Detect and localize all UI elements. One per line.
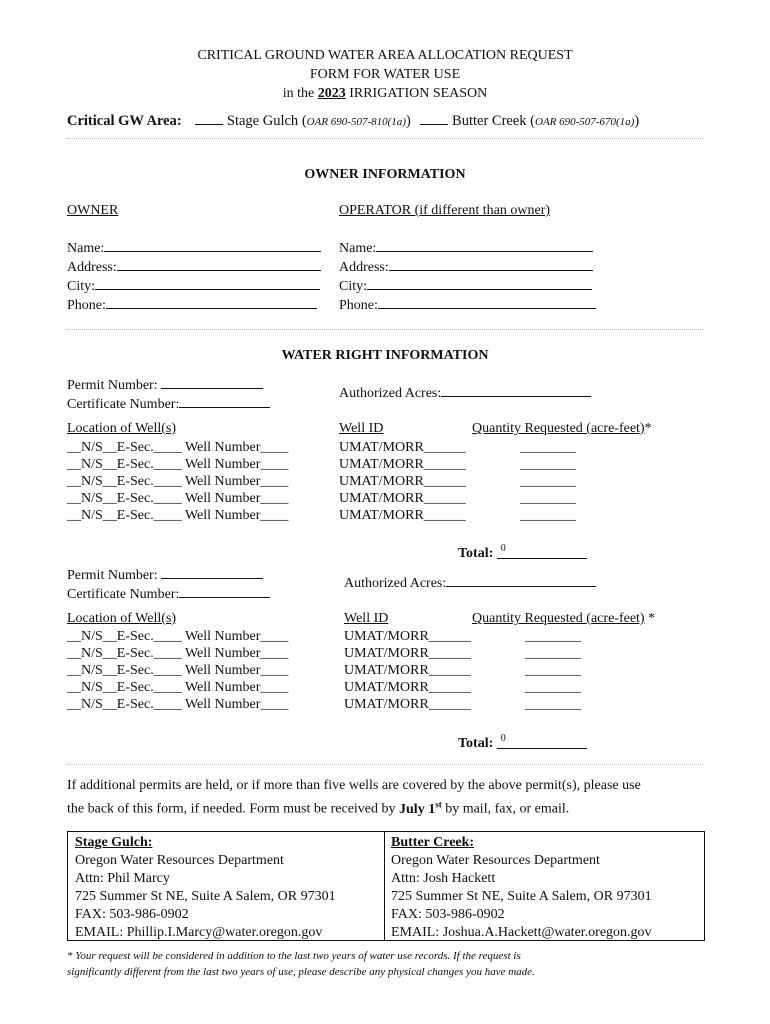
authorized-acres-field[interactable]: Authorized Acres: bbox=[344, 574, 596, 592]
permit-number-field[interactable]: Permit Number: bbox=[67, 566, 270, 585]
quantity-rows bbox=[520, 439, 576, 524]
location-row[interactable]: __N/S__E-Sec.____ Well Number____ bbox=[67, 474, 289, 489]
footnote: * Your request will be considered in addition to the last two years of water use records. If the request is significantly different from the last two years of use, please describe any physical changes you have made. bbox=[67, 950, 535, 978]
well-row[interactable]: UMAT/MORR______ bbox=[339, 440, 466, 455]
operator-phone-field[interactable]: Phone: bbox=[339, 296, 596, 315]
location-label: Location of Well(s) bbox=[67, 611, 177, 626]
location-rows bbox=[67, 439, 288, 524]
owner-info-heading: OWNER INFORMATION bbox=[304, 167, 466, 182]
gw-area-label: Critical GW Area bbox=[67, 113, 177, 129]
operator-name-field[interactable]: Name: bbox=[339, 239, 596, 258]
quantity-row[interactable]: ________ bbox=[525, 629, 581, 644]
well-row[interactable]: UMAT/MORR______ bbox=[339, 491, 466, 506]
form-title-line2: FORM FOR WATER USE bbox=[309, 67, 461, 82]
location-row[interactable]: __N/S__E-Sec.____ Well Number____ bbox=[67, 663, 289, 678]
well-row[interactable]: UMAT/MORR______ bbox=[344, 663, 471, 678]
total-field[interactable]: 0 bbox=[497, 546, 587, 559]
season-suffix: IRRIGATION SEASON bbox=[349, 86, 488, 101]
quantity-row[interactable]: ________ bbox=[525, 646, 581, 661]
quantity-row[interactable]: ________ bbox=[520, 508, 576, 523]
owner-phone-field[interactable]: Phone: bbox=[67, 296, 321, 315]
butter-creek-rule: OAR 690-507-670(1a) bbox=[535, 116, 635, 128]
location-row[interactable]: __N/S__E-Sec.____ Well Number____ bbox=[67, 457, 289, 472]
location-row[interactable]: __N/S__E-Sec.____ Well Number____ bbox=[67, 491, 289, 506]
divider bbox=[67, 138, 703, 139]
permit-block-1 bbox=[67, 376, 270, 414]
well-row[interactable]: UMAT/MORR______ bbox=[344, 646, 471, 661]
water-right-heading: WATER RIGHT INFORMATION bbox=[281, 348, 489, 363]
location-row[interactable]: __N/S__E-Sec.____ Well Number____ bbox=[67, 697, 289, 712]
quantity-row[interactable]: ________ bbox=[525, 663, 581, 678]
operator-label: OPERATOR (if different than owner) bbox=[339, 203, 550, 218]
certificate-number-field[interactable]: Certificate Number: bbox=[67, 585, 270, 604]
quantity-row[interactable]: ________ bbox=[520, 491, 576, 506]
well-rows bbox=[339, 439, 466, 524]
quantity-row[interactable]: ________ bbox=[525, 680, 581, 695]
quantity-label: Quantity Requested (acre-feet)* bbox=[472, 421, 652, 436]
season-prefix: in the bbox=[282, 86, 315, 101]
well-id-label: Well ID bbox=[344, 611, 389, 626]
butter-creek-name: Butter Creek bbox=[452, 113, 527, 129]
quantity-row[interactable]: ________ bbox=[520, 457, 576, 472]
quantity-label: Quantity Requested (acre-feet) * bbox=[472, 611, 656, 626]
owner-fields bbox=[67, 239, 321, 315]
owner-label: OWNER bbox=[67, 203, 119, 218]
operator-fields bbox=[339, 239, 596, 315]
butter-creek-checkbox[interactable] bbox=[420, 112, 448, 125]
butter-creek-contact: Butter Creek: Oregon Water Resources Department Attn: Josh Hackett 725 Summer St NE, Suite A Salem, OR 97301 FAX: 503-986-0902 EMAIL: Joshua.A.Hackett@water.oregon.gov bbox=[391, 835, 652, 940]
operator-address-field[interactable]: Address: bbox=[339, 258, 596, 277]
location-row[interactable]: __N/S__E-Sec.____ Well Number____ bbox=[67, 680, 289, 695]
additional-permits-note: If additional permits are held, or if more than five wells are covered by the above permit(s), please use the back of this form, if needed. Form must be received by July 1st by mail, fax, or email. bbox=[67, 778, 641, 817]
form-title-line1: CRITICAL GROUND WATER AREA ALLOCATION REQUEST bbox=[197, 48, 573, 63]
quantity-row[interactable]: ________ bbox=[520, 440, 576, 455]
stage-gulch-contact: Stage Gulch: Oregon Water Resources Department Attn: Phil Marcy 725 Summer St NE, Suite A Salem, OR 97301 FAX: 503-986-0902 EMAIL: Phillip.I.Marcy@water.oregon.gov bbox=[75, 835, 336, 940]
total-label: Total: bbox=[458, 546, 494, 561]
location-label: Location of Well(s) bbox=[67, 421, 177, 436]
location-rows bbox=[67, 628, 288, 713]
season-year: 2023 bbox=[317, 86, 346, 101]
stage-gulch-name: Stage Gulch bbox=[226, 113, 299, 129]
location-row[interactable]: __N/S__E-Sec.____ Well Number____ bbox=[67, 508, 289, 523]
well-row[interactable]: UMAT/MORR______ bbox=[344, 629, 471, 644]
gw-area-row: Critical GW Area: Stage Gulch (OAR 690-507-810(1a)) Butter Creek (OAR 690-507-670(1a)) bbox=[67, 113, 640, 129]
butter-creek-email: EMAIL: Joshua.A.Hackett@water.oregon.gov bbox=[391, 925, 652, 940]
well-row[interactable]: UMAT/MORR______ bbox=[344, 680, 471, 695]
well-row[interactable]: UMAT/MORR______ bbox=[339, 474, 466, 489]
well-rows bbox=[344, 628, 471, 713]
certificate-number-field[interactable]: Certificate Number: bbox=[67, 395, 270, 414]
deadline: July 1st bbox=[399, 799, 442, 817]
total-row bbox=[458, 543, 587, 562]
well-row[interactable]: UMAT/MORR______ bbox=[344, 697, 471, 712]
quantity-row[interactable]: ________ bbox=[525, 697, 581, 712]
owner-city-field[interactable]: City: bbox=[67, 277, 321, 296]
divider bbox=[67, 329, 703, 330]
contacts-table bbox=[67, 831, 705, 941]
well-id-label: Well ID bbox=[339, 421, 384, 436]
authorized-acres-field[interactable]: Authorized Acres: bbox=[339, 384, 591, 402]
well-row[interactable]: UMAT/MORR______ bbox=[339, 508, 466, 523]
location-row[interactable]: __N/S__E-Sec.____ Well Number____ bbox=[67, 440, 289, 455]
divider bbox=[67, 764, 703, 765]
stage-gulch-email: EMAIL: Phillip.I.Marcy@water.oregon.gov bbox=[75, 925, 323, 940]
stage-gulch-rule: OAR 690-507-810(1a) bbox=[306, 116, 406, 128]
permit-block-2 bbox=[67, 566, 270, 604]
season-line bbox=[0, 86, 770, 102]
total-field[interactable]: 0 bbox=[497, 736, 587, 749]
quantity-row[interactable]: ________ bbox=[520, 474, 576, 489]
operator-city-field[interactable]: City: bbox=[339, 277, 596, 296]
stage-gulch-checkbox[interactable] bbox=[195, 112, 223, 125]
location-row[interactable]: __N/S__E-Sec.____ Well Number____ bbox=[67, 629, 289, 644]
owner-name-field[interactable]: Name: bbox=[67, 239, 321, 258]
total-label: Total: bbox=[458, 736, 494, 751]
location-row[interactable]: __N/S__E-Sec.____ Well Number____ bbox=[67, 646, 289, 661]
total-row bbox=[458, 733, 587, 752]
well-row[interactable]: UMAT/MORR______ bbox=[339, 457, 466, 472]
permit-number-field[interactable]: Permit Number: bbox=[67, 376, 270, 395]
quantity-rows bbox=[525, 628, 581, 713]
owner-address-field[interactable]: Address: bbox=[67, 258, 321, 277]
